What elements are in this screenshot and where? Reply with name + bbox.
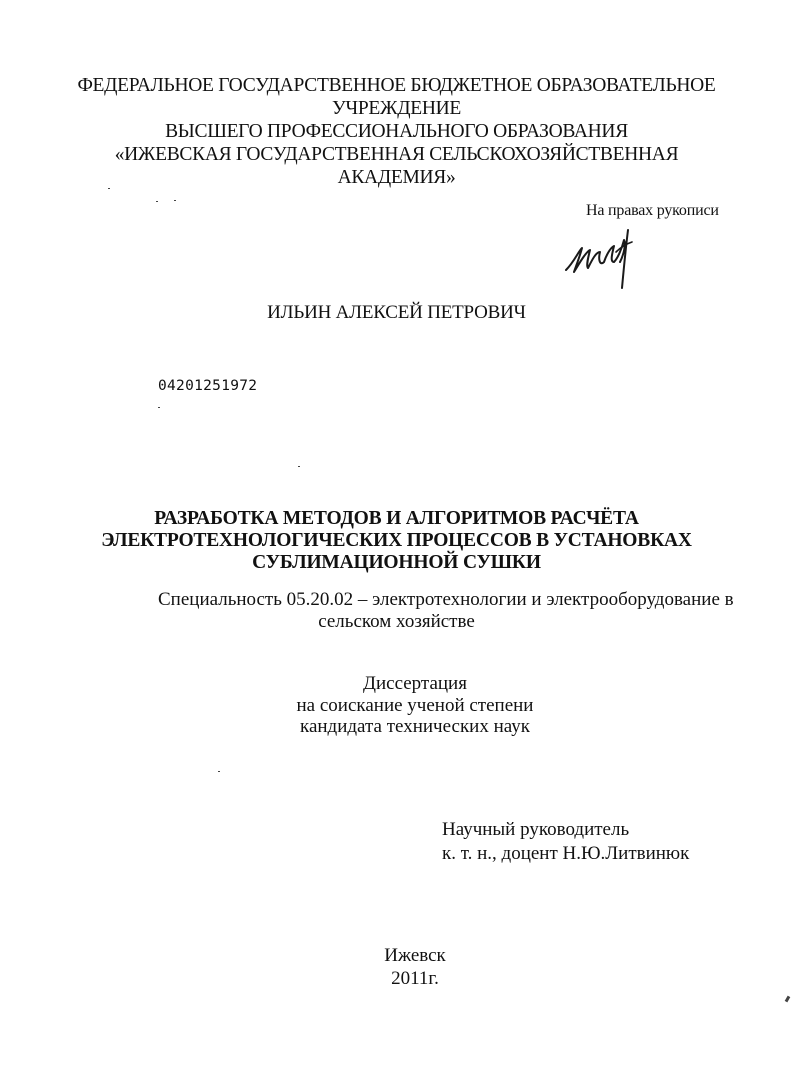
degree-line: Диссертация	[363, 673, 467, 694]
supervisor-block	[442, 818, 689, 866]
scan-speck	[108, 188, 110, 189]
header-line: «ИЖЕВСКАЯ ГОСУДАРСТВЕННАЯ СЕЛЬСКОХОЗЯЙСТВЕННАЯ	[114, 144, 679, 165]
specialty-line: Специальность 05.20.02 – электротехнологии и электрооборудование в	[158, 589, 734, 610]
header-line: УЧРЕЖДЕНИЕ	[332, 98, 461, 119]
manuscript-rights-note: На правах рукописи	[586, 202, 719, 219]
registry-code: 04201251972	[158, 378, 258, 394]
header-line: АКАДЕМИЯ»	[337, 167, 456, 188]
title-line: ЭЛЕКТРОТЕХНОЛОГИЧЕСКИХ ПРОЦЕССОВ В УСТАНОВКАХ	[101, 530, 692, 551]
supervisor-name: к. т. н., доцент Н.Ю.Литвинюк	[442, 843, 690, 864]
city: Ижевск	[384, 945, 446, 966]
scan-speck	[158, 407, 160, 408]
header-line: ВЫСШЕГО ПРОФЕССИОНАЛЬНОГО ОБРАЗОВАНИЯ	[165, 121, 628, 142]
scan-speck	[785, 996, 791, 1003]
place-and-year	[0, 944, 793, 990]
author-name: ИЛЬИН АЛЕКСЕЙ ПЕТРОВИЧ	[267, 302, 526, 323]
supervisor-label: Научный руководитель	[442, 819, 630, 840]
institution-header	[0, 74, 793, 189]
scan-speck	[156, 201, 158, 202]
degree-line: кандидата технических наук	[300, 716, 530, 737]
degree-statement	[0, 673, 793, 738]
degree-line: на соискание ученой степени	[296, 694, 534, 716]
scan-speck	[174, 200, 176, 201]
scan-speck	[218, 771, 220, 772]
handwritten-signature	[560, 222, 660, 292]
specialty-line: сельском хозяйстве	[318, 611, 475, 632]
year: 2011г.	[391, 968, 439, 989]
scan-speck	[298, 466, 300, 467]
header-line: ФЕДЕРАЛЬНОЕ ГОСУДАРСТВЕННОЕ БЮДЖЕТНОЕ ОБРАЗОВАТЕЛЬНОЕ	[77, 75, 716, 96]
title-line: СУБЛИМАЦИОННОЙ СУШКИ	[252, 552, 541, 573]
title-line: РАЗРАБОТКА МЕТОДОВ И АЛГОРИТМОВ РАСЧЁТА	[154, 508, 639, 529]
dissertation-title	[0, 508, 793, 574]
